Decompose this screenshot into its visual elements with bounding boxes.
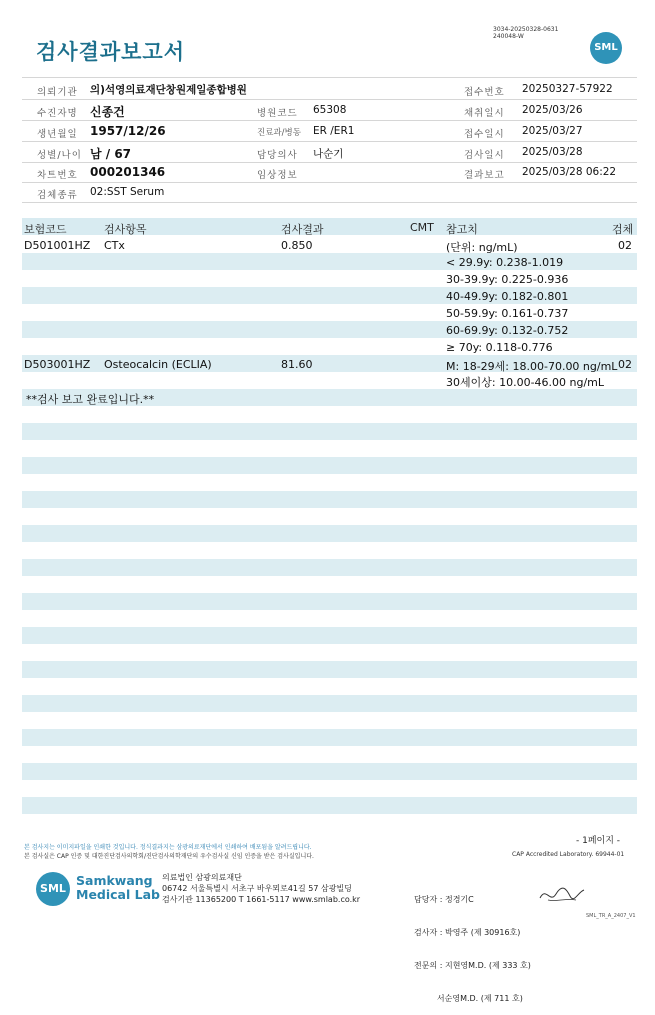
divider (22, 77, 637, 78)
cell-reference: 60-69.9y: 0.132-0.752 (446, 324, 569, 337)
cap-accreditation: CAP Accredited Laboratory. 69944-01 (512, 851, 625, 858)
value-receipt-no: 20250327-57922 (522, 83, 613, 95)
label-clinical-info: 임상정보 (257, 170, 298, 181)
doc-id-line: 3034-20250328-0631 (493, 26, 559, 33)
footnote-cap: 본 검사실은 CAP 인증 및 대한진단검사의학회/진단검사의학재단의 우수검사실 신임 인증을 받은 검사실입니다. (24, 853, 314, 860)
cell-specimen: 02 (618, 358, 632, 371)
value-birth-date: 1957/12/26 (90, 124, 166, 138)
doc-id-line: 240048-W (493, 33, 524, 40)
row-stripe (22, 797, 637, 814)
value-hospital-code: 65308 (313, 104, 347, 116)
staff-line: 검사자 : 박영주 (제 30916호) (414, 928, 521, 937)
cell-reference: ≥ 70y: 0.118-0.776 (446, 341, 553, 354)
label-chart-no: 차트번호 (37, 170, 78, 181)
label-patient-name: 수진자명 (37, 108, 78, 119)
header-cmt: CMT (410, 221, 434, 234)
org-line: 검사기관 11365200 T 1661-5117 www.smlab.co.kr (162, 895, 361, 904)
org-line: 의료법인 삼광의료재단 (162, 873, 242, 882)
sml-logo: SML (590, 32, 622, 64)
label-receipt-no: 접수번호 (464, 87, 505, 98)
footnote-print: 본 검사지는 이미지파일을 인쇄한 것입니다. 정식결과지는 삼광의료재단에서 인쇄하여 배포됨을 알려드립니다. (24, 844, 312, 851)
value-specimen-type: 02:SST Serum (90, 186, 165, 198)
row-stripe (22, 423, 637, 440)
label-sex-age: 성별/나이 (37, 150, 82, 161)
value-collection-date: 2025/03/26 (522, 104, 583, 116)
label-report-date: 결과보고 (464, 170, 505, 181)
divider (22, 202, 637, 203)
header-reference: 참고치 (446, 223, 478, 236)
cell-item: Osteocalcin (ECLIA) (104, 358, 212, 371)
value-receipt-date: 2025/03/27 (522, 125, 583, 137)
cell-reference: M: 18-29세: 18.00-70.00 ng/mL (446, 360, 618, 373)
row-stripe (22, 593, 637, 610)
row-stripe (22, 763, 637, 780)
brand-name-line: Medical Lab (76, 887, 160, 902)
row-stripe (22, 729, 637, 746)
form-code: SML_TR_A_2407_V1 (586, 913, 636, 919)
cell-code: D501001HZ (24, 239, 91, 252)
row-stripe (22, 627, 637, 644)
label-doctor: 담당의사 (257, 150, 298, 161)
label-birth-date: 생년월일 (37, 129, 78, 140)
cell-reference: 30-39.9y: 0.225-0.936 (446, 273, 569, 286)
org-line: 06742 서울특별시 서초구 바우뫼로41길 57 삼광빌딩 (162, 884, 352, 893)
staff-info (414, 872, 531, 1015)
value-test-date: 2025/03/28 (522, 146, 583, 158)
brand-name (76, 874, 160, 902)
page-number: - 1페이지 - (576, 836, 621, 846)
page-title: 검사결과보고서 (36, 40, 186, 64)
row-stripe (22, 491, 637, 508)
cell-reference: 40-49.9y: 0.182-0.801 (446, 290, 569, 303)
divider (22, 99, 637, 100)
cell-reference: (단위: ng/mL) (446, 241, 518, 254)
row-stripe (22, 457, 637, 474)
label-requester: 의뢰기관 (37, 87, 78, 98)
header-specimen: 검체 (612, 223, 634, 236)
cell-reference: 50-59.9y: 0.161-0.737 (446, 307, 569, 320)
label-collection-date: 채취일시 (464, 108, 505, 119)
document-id (493, 26, 558, 40)
label-test-date: 검사일시 (464, 150, 505, 161)
row-stripe (22, 695, 637, 712)
cell-code: D503001HZ (24, 358, 91, 371)
row-stripe (22, 661, 637, 678)
label-department: 진료과/병동 (257, 128, 301, 138)
report-complete-note: **검사 보고 완료입니다.** (26, 393, 155, 406)
brand-name-line: Samkwang (76, 873, 153, 888)
header-item: 검사항목 (104, 223, 147, 236)
cell-reference: < 29.9y: 0.238-1.019 (446, 256, 564, 269)
staff-line: 담당자 : 정경기C (414, 895, 474, 904)
staff-line: 전문의 : 지현영M.D. (제 333 호) (414, 961, 531, 970)
label-hospital-code: 병원코드 (257, 108, 298, 119)
staff-line: 서순영M.D. (제 711 호) (414, 994, 523, 1003)
value-report-date: 2025/03/28 06:22 (522, 166, 617, 178)
value-department: ER /ER1 (313, 125, 355, 137)
signature-image (536, 880, 588, 908)
cell-reference: 30세이상: 10.00-46.00 ng/mL (446, 376, 605, 389)
org-info (162, 872, 360, 905)
cell-result: 0.850 (281, 239, 313, 252)
value-chart-no: 000201346 (90, 165, 166, 179)
value-requester: 의)석영의료재단창원제일종합병원 (90, 84, 247, 96)
row-stripe (22, 525, 637, 542)
value-doctor: 나순기 (313, 148, 344, 160)
label-specimen-type: 검체종류 (37, 190, 78, 201)
cell-item: CTx (104, 239, 125, 252)
row-stripe (22, 559, 637, 576)
header-result: 검사결과 (281, 223, 324, 236)
header-code: 보험코드 (24, 223, 67, 236)
cell-specimen: 02 (618, 239, 632, 252)
divider (22, 162, 637, 163)
value-sex-age: 남 / 67 (90, 147, 132, 161)
divider (22, 120, 637, 121)
divider (22, 141, 637, 142)
cell-result: 81.60 (281, 358, 313, 371)
value-patient-name: 신종건 (90, 105, 125, 119)
divider (22, 182, 637, 183)
brand-logo: SML (36, 872, 70, 906)
label-receipt-date: 접수일시 (464, 129, 505, 140)
